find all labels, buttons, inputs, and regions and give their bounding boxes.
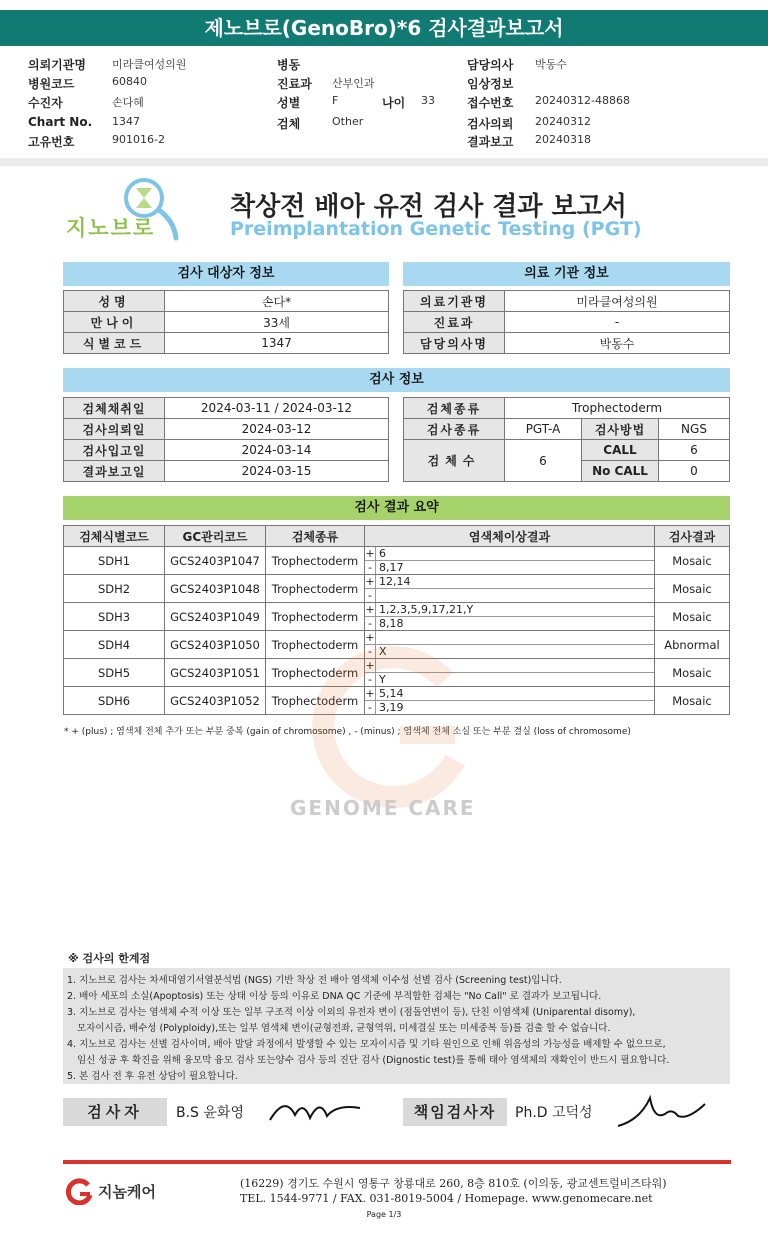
- label-cell: 검사입고일: [64, 440, 165, 461]
- meta-value: 20240312-48868: [535, 94, 630, 107]
- value-cell: 33세: [165, 312, 389, 333]
- company-address: [240, 1176, 667, 1206]
- value-cell: 2024-03-11 / 2024-03-12: [165, 398, 389, 419]
- genome-care-logo-icon: [66, 1177, 94, 1205]
- result-cell: Mosaic: [655, 603, 730, 631]
- value-cell: 1347: [165, 333, 389, 354]
- gc-code-cell: GCS2403P1047: [165, 547, 266, 575]
- meta-row: [0, 75, 768, 93]
- value-cell: 0: [659, 461, 730, 482]
- specimen-type-cell: Trophectoderm: [266, 547, 365, 575]
- watermark-text: GENOME CARE: [290, 796, 476, 820]
- plus-sign: +: [365, 575, 375, 588]
- address-line: (16229) 경기도 수원시 영통구 창룡대로 260, 8층 810호 (이의동, 광교센트럴비즈타워): [240, 1177, 667, 1190]
- minus-sign: -: [365, 701, 376, 714]
- genome-care-watermark-icon: [295, 640, 505, 820]
- value-cell: NGS: [659, 419, 730, 440]
- institution-info-table: [403, 290, 730, 354]
- specimen-type-cell: Trophectoderm: [266, 631, 365, 659]
- specimen-type-cell: Trophectoderm: [266, 603, 365, 631]
- meta-row: [0, 133, 768, 151]
- loss-value: X: [379, 645, 387, 658]
- label-cell: 검체종류: [404, 398, 505, 419]
- report-title-korean: 착상전 배아 유전 검사 결과 보고서: [230, 192, 627, 222]
- gain-value: 5,14: [379, 687, 404, 700]
- meta-key: 검체: [277, 117, 301, 131]
- value-cell: 2024-03-12: [165, 419, 389, 440]
- meta-key: 고유번호: [28, 135, 75, 149]
- value-cell: 손다*: [165, 291, 389, 312]
- value-cell: 6: [505, 440, 582, 482]
- table-row: [64, 291, 389, 312]
- gain-value: 6: [379, 547, 386, 560]
- table-row: [404, 440, 730, 461]
- meta-key: 나이: [382, 96, 406, 110]
- label-cell: 담당의사명: [404, 333, 505, 354]
- meta-key: 검사의뢰: [467, 117, 514, 131]
- exam-info-heading: 검사 정보: [63, 368, 730, 392]
- meta-row: [0, 56, 768, 74]
- gc-code-cell: GCS2403P1051: [165, 659, 266, 687]
- limitations-box: [63, 968, 730, 1084]
- table-row: [64, 312, 389, 333]
- value-cell: 박동수: [505, 333, 730, 354]
- examiner-name: B.S 윤화영: [176, 1105, 244, 1121]
- contact-line: TEL. 1544-9771 / FAX. 031-8019-5004 / Homepage. www.genomecare.net: [240, 1192, 653, 1205]
- chromosome-result-cell: [365, 575, 655, 603]
- label-cell: CALL: [582, 440, 659, 461]
- column-header: GC관리코드: [165, 526, 266, 547]
- gain-value: 12,14: [379, 575, 411, 588]
- table-row: [64, 440, 389, 461]
- column-header: 검체종류: [266, 526, 365, 547]
- value-cell: 미라클여성의원: [505, 291, 730, 312]
- chromosome-result-cell: [365, 603, 655, 631]
- plus-sign: +: [365, 687, 375, 700]
- chromosome-result-cell: [365, 547, 655, 575]
- loss-value: Y: [379, 673, 386, 686]
- loss-value: [376, 589, 379, 602]
- meta-value: 20240312: [535, 115, 591, 128]
- value-cell: 2024-03-15: [165, 461, 389, 482]
- specimen-id-cell: SDH2: [64, 575, 165, 603]
- minus-sign: -: [365, 673, 376, 686]
- examiner-signature-icon: [265, 1090, 365, 1130]
- meta-value: 손다혜: [112, 96, 144, 109]
- meta-value: F: [332, 94, 339, 107]
- label-cell: 의료기관명: [404, 291, 505, 312]
- gc-code-cell: GCS2403P1049: [165, 603, 266, 631]
- meta-row: [0, 94, 768, 112]
- page-number: Page 1/3: [366, 1210, 402, 1219]
- meta-value: Other: [332, 115, 364, 128]
- examiner-label: 검사자: [63, 1098, 167, 1126]
- table-header-row: [64, 526, 730, 547]
- meta-value: 901016-2: [112, 133, 165, 146]
- gain-value: 1,2,3,5,9,17,21,Y: [379, 603, 474, 616]
- limitation-line: 임신 성공 후 확진을 위해 융모막 융모 검사 또는양수 검사 등의 진단 검사 (Dignostic test)를 통해 태아 염색체의 재확인이 반드시 필요합니다.: [77, 1055, 670, 1066]
- plus-sign: +: [365, 659, 375, 672]
- label-cell: 검사종류: [404, 419, 505, 440]
- value-cell: -: [505, 312, 730, 333]
- limitation-line: 2. 배아 세포의 소실(Apoptosis) 또는 상태 이상 등의 이유로 DNA QC 기준에 부적합한 검체는 "No Call" 로 결과가 보고됩니다.: [67, 991, 602, 1002]
- institution-info-heading: 의료 기관 정보: [403, 262, 730, 286]
- limitation-line: 5. 본 검사 전 후 유전 상담이 필요합니다.: [67, 1071, 238, 1082]
- loss-value: 3,19: [379, 701, 404, 714]
- results-summary-heading: 검사 결과 요약: [63, 496, 730, 520]
- label-cell: 진료과: [404, 312, 505, 333]
- table-row: [64, 333, 389, 354]
- meta-row: [0, 115, 768, 133]
- meta-value: 미라클여성의원: [112, 58, 187, 71]
- specimen-id-cell: SDH4: [64, 631, 165, 659]
- plus-sign: +: [365, 603, 375, 616]
- footer-divider: [63, 1160, 731, 1164]
- exam-specimen-table: [403, 397, 730, 482]
- company-name: 지놈케어: [98, 1182, 156, 1201]
- meta-key: 접수번호: [467, 96, 514, 110]
- table-row: [404, 419, 730, 440]
- value-cell: 2024-03-14: [165, 440, 389, 461]
- value-cell: 6: [659, 440, 730, 461]
- limitations-title: ※ 검사의 한계점: [68, 952, 151, 965]
- limitation-line: 모자이시즘, 배수성 (Polyploidy),또는 일부 염색체 변이(균형전좌, 균형역위, 미세결실 또는 미세중복 등)를 검출 할 수 없습니다.: [77, 1023, 611, 1034]
- specimen-type-cell: Trophectoderm: [266, 575, 365, 603]
- result-cell: Mosaic: [655, 575, 730, 603]
- meta-value: 33: [421, 94, 435, 107]
- table-row: [64, 461, 389, 482]
- table-row: [64, 419, 389, 440]
- meta-key: 병동: [277, 58, 301, 72]
- label-cell: 검사의뢰일: [64, 419, 165, 440]
- meta-value: 1347: [112, 115, 140, 128]
- label-cell: 성명: [64, 291, 165, 312]
- specimen-type-cell: Trophectoderm: [266, 687, 365, 715]
- table-row: [64, 575, 730, 603]
- loss-value: 8,18: [379, 617, 404, 630]
- specimen-id-cell: SDH1: [64, 547, 165, 575]
- column-header: 검체식별코드: [64, 526, 165, 547]
- loss-value: 8,17: [379, 561, 404, 574]
- director-label: 책임검사자: [403, 1098, 507, 1126]
- column-header: 검사결과: [655, 526, 730, 547]
- result-cell: Mosaic: [655, 547, 730, 575]
- label-cell: 만나이: [64, 312, 165, 333]
- exam-dates-table: [63, 397, 389, 482]
- limitation-line: 1. 지노브로 검사는 차세대염기서열분석법 (NGS) 기반 착상 전 배아 염색체 이수성 선별 검사 (Screening test)입니다.: [67, 975, 562, 986]
- meta-key: 의뢰기관명: [28, 58, 86, 72]
- minus-sign: -: [365, 645, 376, 658]
- limitation-line: 3. 지노브로 검사는 염색체 수적 이상 또는 일부 구조적 이상 이외의 유전자 변이 (점돌연변이 등), 단친 이염색체 (Uniparental disomy),: [67, 1007, 636, 1018]
- label-cell: 검체채취일: [64, 398, 165, 419]
- report-title-english: Preimplantation Genetic Testing (PGT): [230, 218, 642, 240]
- plus-sign: +: [365, 547, 375, 560]
- gc-code-cell: GCS2403P1052: [165, 687, 266, 715]
- logo-text: 지노브로: [66, 216, 156, 240]
- value-cell: Trophectoderm: [505, 398, 730, 419]
- meta-key: 수진자: [28, 96, 63, 110]
- report-header-title: 제노브로(GenoBro)*6 검사결과보고서: [0, 10, 768, 46]
- specimen-id-cell: SDH3: [64, 603, 165, 631]
- result-legend-note: * + (plus) ; 염색체 전체 추가 또는 부분 중복 (gain of chromosome) , - (minus) ; 염색체 전체 소실 또는 부분 결실 (loss of chromosome): [64, 727, 631, 737]
- result-cell: Mosaic: [655, 687, 730, 715]
- specimen-id-cell: SDH5: [64, 659, 165, 687]
- label-cell: 결과보고일: [64, 461, 165, 482]
- specimen-id-cell: SDH6: [64, 687, 165, 715]
- genome-care-logo: [66, 1176, 156, 1206]
- table-row: [404, 333, 730, 354]
- table-row: [404, 291, 730, 312]
- meta-value: 박동수: [535, 58, 567, 71]
- label-cell: 검사방법: [582, 419, 659, 440]
- minus-sign: -: [365, 561, 376, 574]
- table-row: [404, 312, 730, 333]
- gc-code-cell: GCS2403P1048: [165, 575, 266, 603]
- meta-value: 20240318: [535, 133, 591, 146]
- meta-key: 진료과: [277, 77, 312, 91]
- meta-key: Chart No.: [28, 115, 93, 129]
- result-cell: Mosaic: [655, 659, 730, 687]
- meta-key: 성별: [277, 96, 301, 110]
- subject-info-heading: 검사 대상자 정보: [63, 262, 389, 286]
- meta-value: 60840: [112, 75, 147, 88]
- meta-key: 담당의사: [467, 58, 514, 72]
- genobro-logo: [64, 176, 194, 246]
- table-row: [64, 398, 389, 419]
- column-header: 염색체이상결과: [365, 526, 655, 547]
- minus-sign: -: [365, 617, 376, 630]
- value-cell: PGT-A: [505, 419, 582, 440]
- section-divider: [0, 158, 768, 166]
- label-cell: 식별코드: [64, 333, 165, 354]
- table-row: [404, 398, 730, 419]
- specimen-type-cell: Trophectoderm: [266, 659, 365, 687]
- subject-info-table: [63, 290, 389, 354]
- director-name: Ph.D 고덕성: [515, 1105, 593, 1121]
- label-cell: 검체수: [404, 440, 505, 482]
- director-signature-icon: [610, 1090, 710, 1132]
- meta-value: 산부인과: [332, 77, 375, 90]
- minus-sign: -: [365, 589, 376, 602]
- meta-key: 결과보고: [467, 135, 514, 149]
- gc-code-cell: GCS2403P1050: [165, 631, 266, 659]
- plus-sign: +: [365, 631, 375, 644]
- label-cell: No CALL: [582, 461, 659, 482]
- limitation-line: 4. 지노브로 검사는 선별 검사이며, 배아 발달 과정에서 발생할 수 있는 모자이시즘 및 기타 원인으로 인해 위음성의 가능성을 배제할 수 없으므로,: [67, 1039, 666, 1050]
- result-cell: Abnormal: [655, 631, 730, 659]
- table-row: [64, 603, 730, 631]
- meta-key: 병원코드: [28, 77, 75, 91]
- table-row: [64, 547, 730, 575]
- meta-key: 임상정보: [467, 77, 514, 91]
